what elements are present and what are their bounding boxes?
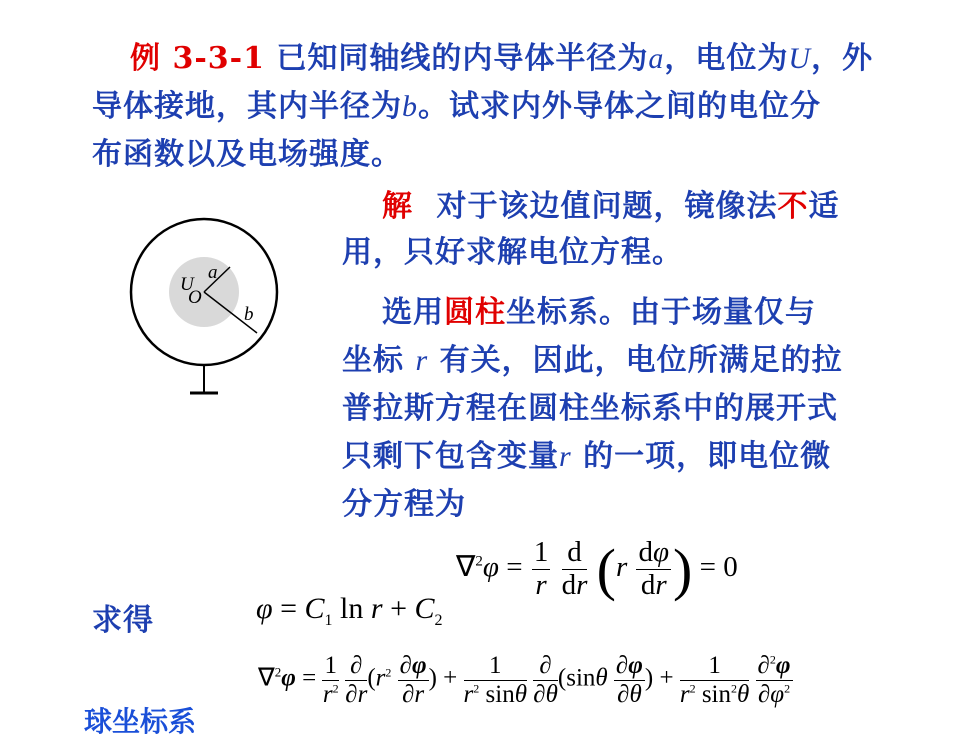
solution-line-6: 只剩下包含变量r 的一项，即电位微 <box>342 439 832 474</box>
solution-label: 解 <box>382 189 413 224</box>
solution-equation: $\varphi = C_1$ $\ln r + C_2$ <box>256 592 443 629</box>
label-O: O <box>188 287 202 308</box>
solution-line-1: 解 对于该边值问题，镜像法不适 <box>382 189 840 224</box>
problem-line-3: 布函数以及电场强度。 <box>92 137 402 172</box>
solution-line-3: 选用圆柱坐标系。由于场量仅与 <box>382 295 816 330</box>
label-b: b <box>244 304 254 325</box>
example-label: 例 3-3-1 <box>130 41 265 76</box>
solution-line-5: 普拉斯方程在圆柱坐标系中的展开式 <box>342 391 838 426</box>
problem-line-1: 例 3-3-1 已知同轴线的内导体半径为a，电位为U，外 <box>130 41 874 76</box>
coaxial-diagram <box>120 200 310 410</box>
label-U: U <box>180 274 194 295</box>
solution-line-2: 用，只好求解电位方程。 <box>342 235 683 270</box>
problem-line-2: 导体接地，其内半径为b。试求内外导体之间的电位分 <box>92 89 821 124</box>
solution-line-7: 分方程为 <box>342 487 466 522</box>
result-label: 求得 <box>92 603 154 638</box>
spherical-coordinates-label: 球坐标系 <box>84 705 197 738</box>
laplace-equation-spherical: ∇$^2$φ = $\frac{1}{r^2}$ $\frac{\partial}{\partial r}$ ($r^2$ $\frac{\partial\varphi}{\partial r}$ ) + $\frac{1}{r^2 \sin\theta}$ $\frac{\partial}{\partial\theta}$ (sinθ $\frac{\partial\varphi}{\partial\theta}$ ) + $\frac{1}{r^2 \sin^2\theta}$ $\frac{\partial^2\varphi}{\partial\varphi^2}$ <box>258 652 791 708</box>
solution-line-4: 坐标 r 有关，因此，电位所满足的拉 <box>342 343 843 378</box>
laplace-equation-cylindrical: ∇$^2$φ = $\frac{1}{r}$ $\frac{d}{dr}$ (r $\frac{d\varphi}{dr}$ ) = 0 <box>456 536 738 602</box>
label-a: a <box>208 262 218 283</box>
